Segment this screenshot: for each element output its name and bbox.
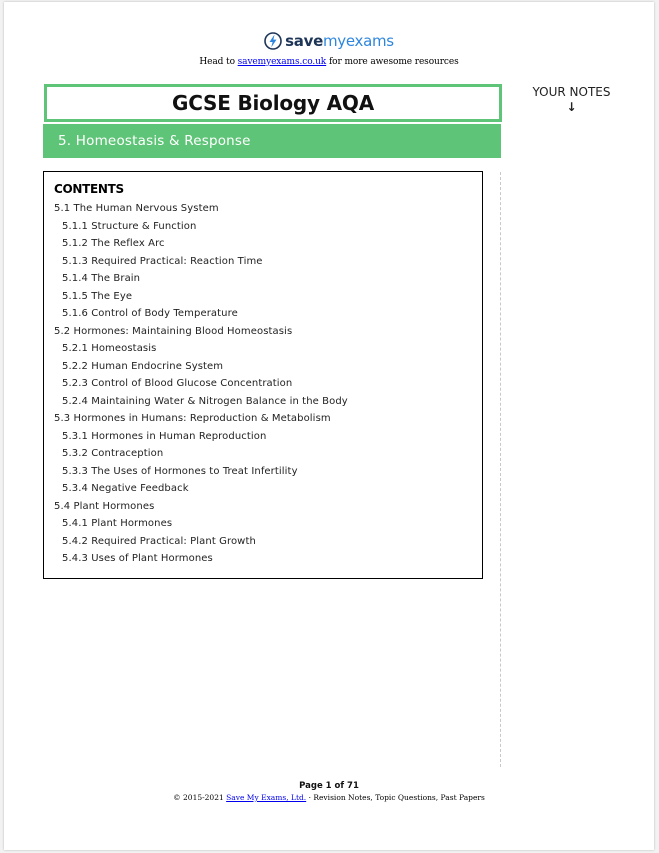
page-header [4,32,654,67]
toc-list [54,200,472,568]
document-page [4,2,654,850]
toc-subsection-link[interactable]: 5.1.3 Required Practical: Reaction Time [62,255,263,267]
toc-subsection-link[interactable]: 5.1.2 The Reflex Arc [62,238,165,249]
toc-subsection-link[interactable]: 5.2.1 Homeostasis [62,343,157,354]
save-my-exams-logo[interactable] [264,32,394,50]
section-banner [43,124,501,158]
toc-section-link[interactable]: 5.2 Hormones: Maintaining Blood Homeostasis [54,325,293,337]
notes-divider [500,172,501,767]
logo-wordmark: savemyexams [285,32,394,50]
toc-subsection-link[interactable]: 5.1.4 The Brain [62,273,141,284]
lightning-bolt-icon [264,32,282,50]
toc-subsection-link[interactable]: 5.4.2 Required Practical: Plant Growth [62,535,256,547]
your-notes-label [519,85,624,114]
toc-subsection-link[interactable]: 5.1.5 The Eye [62,290,133,302]
toc-subsection-link[interactable]: 5.3.1 Hormones in Human Reproduction [62,430,267,442]
page-number: Page 1 of 71 [299,781,359,791]
toc-section-link[interactable]: 5.3 Hormones in Humans: Reproduction & Metabolism [54,413,331,424]
toc-subsection-link[interactable]: 5.3.4 Negative Feedback [62,483,189,494]
toc-subsection-link[interactable]: 5.4.1 Plant Hormones [62,518,173,529]
page-title: GCSE Biology AQA [171,91,374,115]
toc-section-link[interactable]: 5.4 Plant Hormones [54,500,155,512]
title-box [44,84,502,122]
section-title: 5. Homeostasis & Response [58,133,251,149]
toc-subsection-link[interactable]: 5.1.6 Control of Body Temperature [62,308,238,319]
table-of-contents [43,171,483,579]
toc-subsection-link[interactable]: 5.4.3 Uses of Plant Hormones [62,553,213,564]
toc-subsection-link[interactable]: 5.2.4 Maintaining Water & Nitrogen Balance in the Body [62,395,348,407]
page-footer [4,781,654,802]
toc-subsection-link[interactable]: 5.3.3 The Uses of Hormones to Treat Infertility [62,465,298,477]
toc-subsection-link[interactable]: 5.2.3 Control of Blood Glucose Concentration [62,378,293,389]
your-notes-text: YOUR NOTES [532,85,611,99]
arrow-down-icon: ↓ [566,100,577,114]
toc-subsection-link[interactable]: 5.1.1 Structure & Function [62,220,197,232]
toc-section-link[interactable]: 5.1 The Human Nervous System [54,203,219,214]
toc-subsection-link[interactable]: 5.3.2 Contraception [62,448,164,459]
header-site-link[interactable]: savemyexams.co.uk [237,57,327,67]
footer-company-link[interactable]: Save My Exams, Ltd. [226,793,307,802]
header-tagline: Head to savemyexams.co.uk for more awesome resources [199,57,459,67]
toc-subsection-link[interactable]: 5.2.2 Human Endocrine System [62,360,224,372]
copyright-line: © 2015-2021 Save My Exams, Ltd. · Revision Notes, Topic Questions, Past Papers [173,793,485,802]
contents-heading: CONTENTS [54,182,124,196]
